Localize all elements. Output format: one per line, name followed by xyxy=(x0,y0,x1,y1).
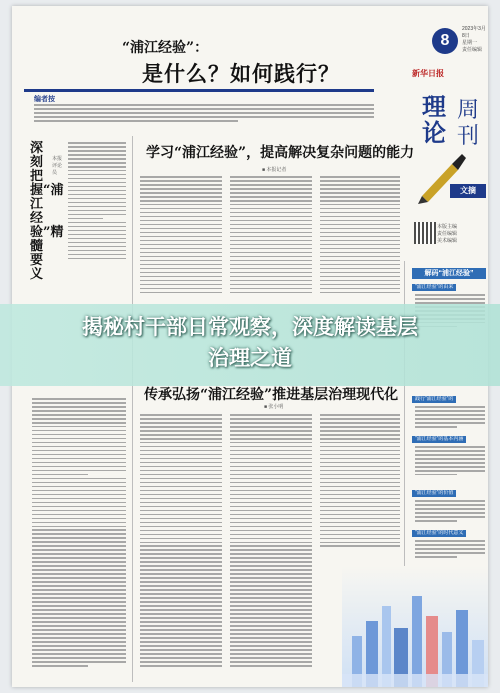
article-1-col-2 xyxy=(230,176,312,296)
weekday-line: 星期一 xyxy=(462,40,478,46)
masthead-logo: 新华日报 xyxy=(412,69,444,78)
banner-line-1: 揭秘村干部日常观察，深度解读基层 xyxy=(82,316,418,339)
sidebar-tag: 践行“浦江经验”的 xyxy=(412,396,456,403)
editor-credit-line: 本版主编 xyxy=(437,224,458,230)
article-1-byline: ■ 本报记者 xyxy=(262,167,287,173)
date-block xyxy=(462,26,488,54)
article-2-col-1 xyxy=(140,414,222,669)
sidebar-tag: “浦江经验”的基本内涵 xyxy=(412,436,466,443)
sidebar-title: 解码“浦江经验” xyxy=(412,268,486,279)
editor-credit-line: 美术编辑 xyxy=(437,238,458,244)
article-2-title: 传承弘扬“浦江经验”推进基层治理现代化 xyxy=(144,387,399,403)
editors-credit xyxy=(437,224,487,245)
article-2-byline: ■ 张小明 xyxy=(264,404,284,410)
left-column-author: 本报评论员 xyxy=(52,156,63,176)
intro-text-block xyxy=(34,104,374,124)
sidebar-text xyxy=(415,540,485,560)
sidebar-text xyxy=(415,500,485,524)
banner-line-2: 治理之道 xyxy=(208,347,292,370)
page-number-badge: 8 xyxy=(432,28,458,54)
sidebar-tag: “浦江经验”的价值 xyxy=(412,490,456,497)
intro-divider xyxy=(24,89,374,92)
left-column-title: 深刻把握“浦江经验”精髓要义 xyxy=(30,141,64,282)
sidebar-text xyxy=(415,406,485,430)
left-column-text xyxy=(68,142,126,262)
editor-line: 责任编辑 xyxy=(462,47,483,53)
city-skyline-illustration xyxy=(342,566,488,687)
article-1-title: 学习“浦江经验”，提高解决复杂问题的能力 xyxy=(146,145,415,161)
sidebar-tag: “浦江经验”的时代意义 xyxy=(412,530,466,537)
headline: 是什么？如何践行？ xyxy=(142,61,340,86)
headline-kicker: “浦江经验”： xyxy=(122,40,209,56)
article-2-col-2 xyxy=(230,414,312,669)
qr-code-icon xyxy=(414,222,436,244)
article-2-col-3 xyxy=(320,414,400,549)
section-title-theory: 理论 xyxy=(422,92,446,147)
editor-credit-line: 责任编辑 xyxy=(437,231,458,237)
digest-badge: 文摘 xyxy=(450,184,486,198)
column-divider xyxy=(132,136,133,682)
article-1-col-3 xyxy=(320,176,400,296)
sidebar-text xyxy=(415,446,485,478)
sidebar-tag: “浦江经验”的由来 xyxy=(412,284,456,291)
intro-label: 编者按 xyxy=(34,96,55,103)
section-title-weekly: 周刊 xyxy=(457,98,480,149)
date-line: 2023年3月8日 xyxy=(462,26,486,39)
article-1-col-1 xyxy=(140,176,222,296)
left-column-text-lower xyxy=(32,398,126,669)
banner-headline xyxy=(0,312,500,374)
